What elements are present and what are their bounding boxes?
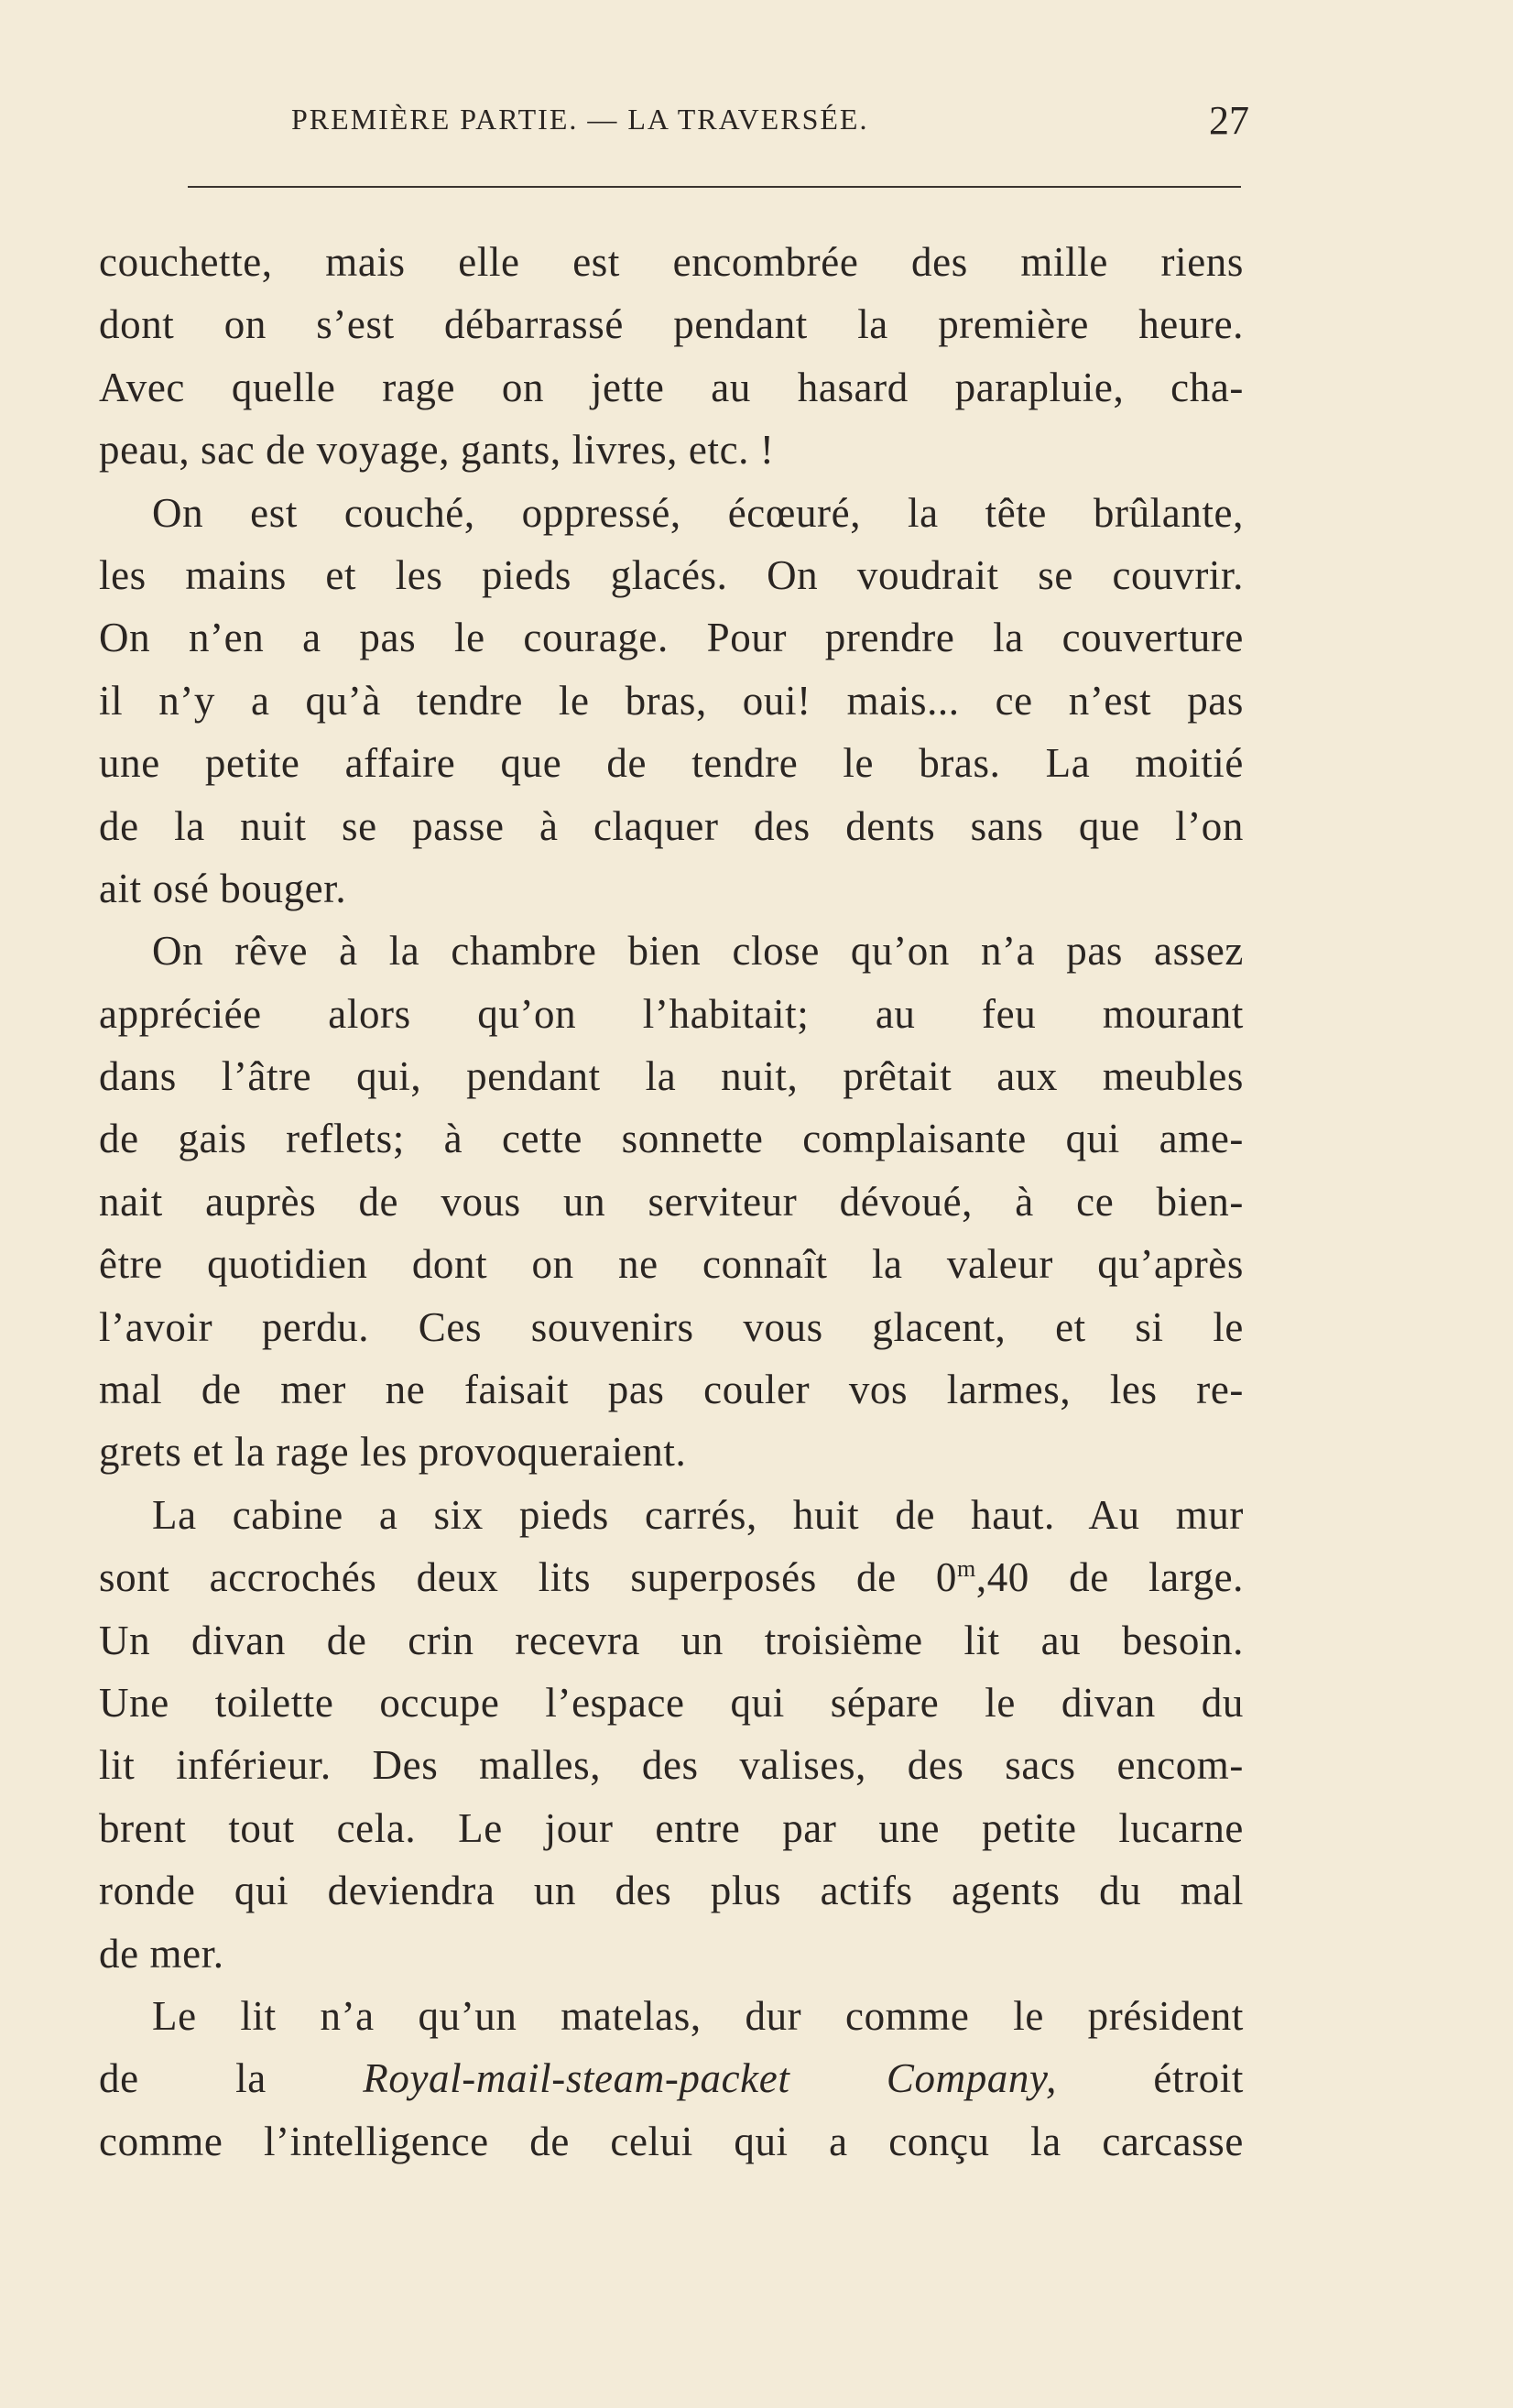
text-line: On n’en a pas le courage. Pour prendre la couverture — [99, 615, 1244, 661]
text-line: Une toilette occupe l’espace qui sépare le divan du — [99, 1679, 1244, 1726]
text-line — [99, 2047, 1244, 2109]
body-text — [99, 231, 1244, 2173]
text-line: il n’y a qu’à tendre le bras, oui! mais... ce n’est pas — [99, 677, 1244, 724]
text-line: Avec quelle rage on jette au hasard parapluie, cha- — [99, 364, 1244, 410]
text-line: les mains et les pieds glacés. On voudrait se couvrir. — [99, 551, 1244, 598]
running-title: PREMIÈRE PARTIE. — LA TRAVERSÉE. — [291, 103, 869, 136]
text-line: dans l’âtre qui, pendant la nuit, prêtait aux meubles — [99, 1053, 1244, 1100]
text-line: dont on s’est débarrassé pendant la première heure. — [99, 301, 1244, 348]
text-line: de gais reflets; à cette sonnette complaisante qui ame- — [99, 1116, 1244, 1162]
page-number: 27 — [1209, 98, 1249, 143]
text-line: ait osé bouger. — [99, 865, 347, 911]
text-line: grets et la rage les provoqueraient. — [99, 1429, 687, 1476]
text-segment: étroit — [1056, 2055, 1244, 2102]
text-segment: de la — [99, 2055, 364, 2102]
paragraph-start-line: On rêve à la chambre bien close qu’on n’a pas assez — [152, 928, 1244, 975]
text-line: mal de mer ne faisait pas couler vos larmes, les re- — [99, 1367, 1244, 1413]
text-line: appréciée alors qu’on l’habitait; au feu mourant — [99, 990, 1244, 1037]
paragraph-start-line: La cabine a six pieds carrés, huit de haut. Au mur — [152, 1491, 1244, 1538]
text-line: peau, sac de voyage, gants, livres, etc. ! — [99, 427, 775, 474]
running-head — [291, 98, 1249, 147]
text-line: être quotidien dont on ne connaît la valeur qu’après — [99, 1241, 1244, 1288]
paragraph-start-line: On est couché, oppressé, écœuré, la tête brûlante, — [152, 489, 1244, 536]
text-line: l’avoir perdu. Ces souvenirs vous glacent, et si le — [99, 1303, 1244, 1350]
text-line: Un divan de crin recevra un troisième lit au besoin. — [99, 1617, 1244, 1663]
italic-ship-company-name: Royal-mail-steam-packet Company, — [363, 2055, 1057, 2102]
text-line: une petite affaire que de tendre le bras. La moitié — [99, 740, 1244, 787]
paragraph-start-line: Le lit n’a qu’un matelas, dur comme le président — [152, 1992, 1244, 2039]
text-line: ronde qui deviendra un des plus actifs agents du mal — [99, 1868, 1244, 1914]
text-line: de mer. — [99, 1930, 224, 1977]
text-line: brent tout cela. Le jour entre par une petite lucarne — [99, 1804, 1244, 1851]
text-segment: ,40 de large. — [975, 1554, 1244, 1601]
text-line: couchette, mais elle est encombrée des mille riens — [99, 239, 1244, 285]
header-rule — [188, 186, 1241, 188]
text-line: lit inférieur. Des malles, des valises, des sacs encom- — [99, 1742, 1244, 1789]
superscript-unit: m — [957, 1555, 976, 1583]
text-segment: sont accrochés deux lits superposés de 0 — [99, 1554, 958, 1601]
text-line: comme l’intelligence de celui qui a conçu la carcasse — [99, 2118, 1244, 2164]
text-line: de la nuit se passe à claquer des dents sans que l’on — [99, 802, 1244, 849]
text-line — [99, 1546, 1244, 1608]
text-line: nait auprès de vous un serviteur dévoué, à ce bien- — [99, 1178, 1244, 1225]
